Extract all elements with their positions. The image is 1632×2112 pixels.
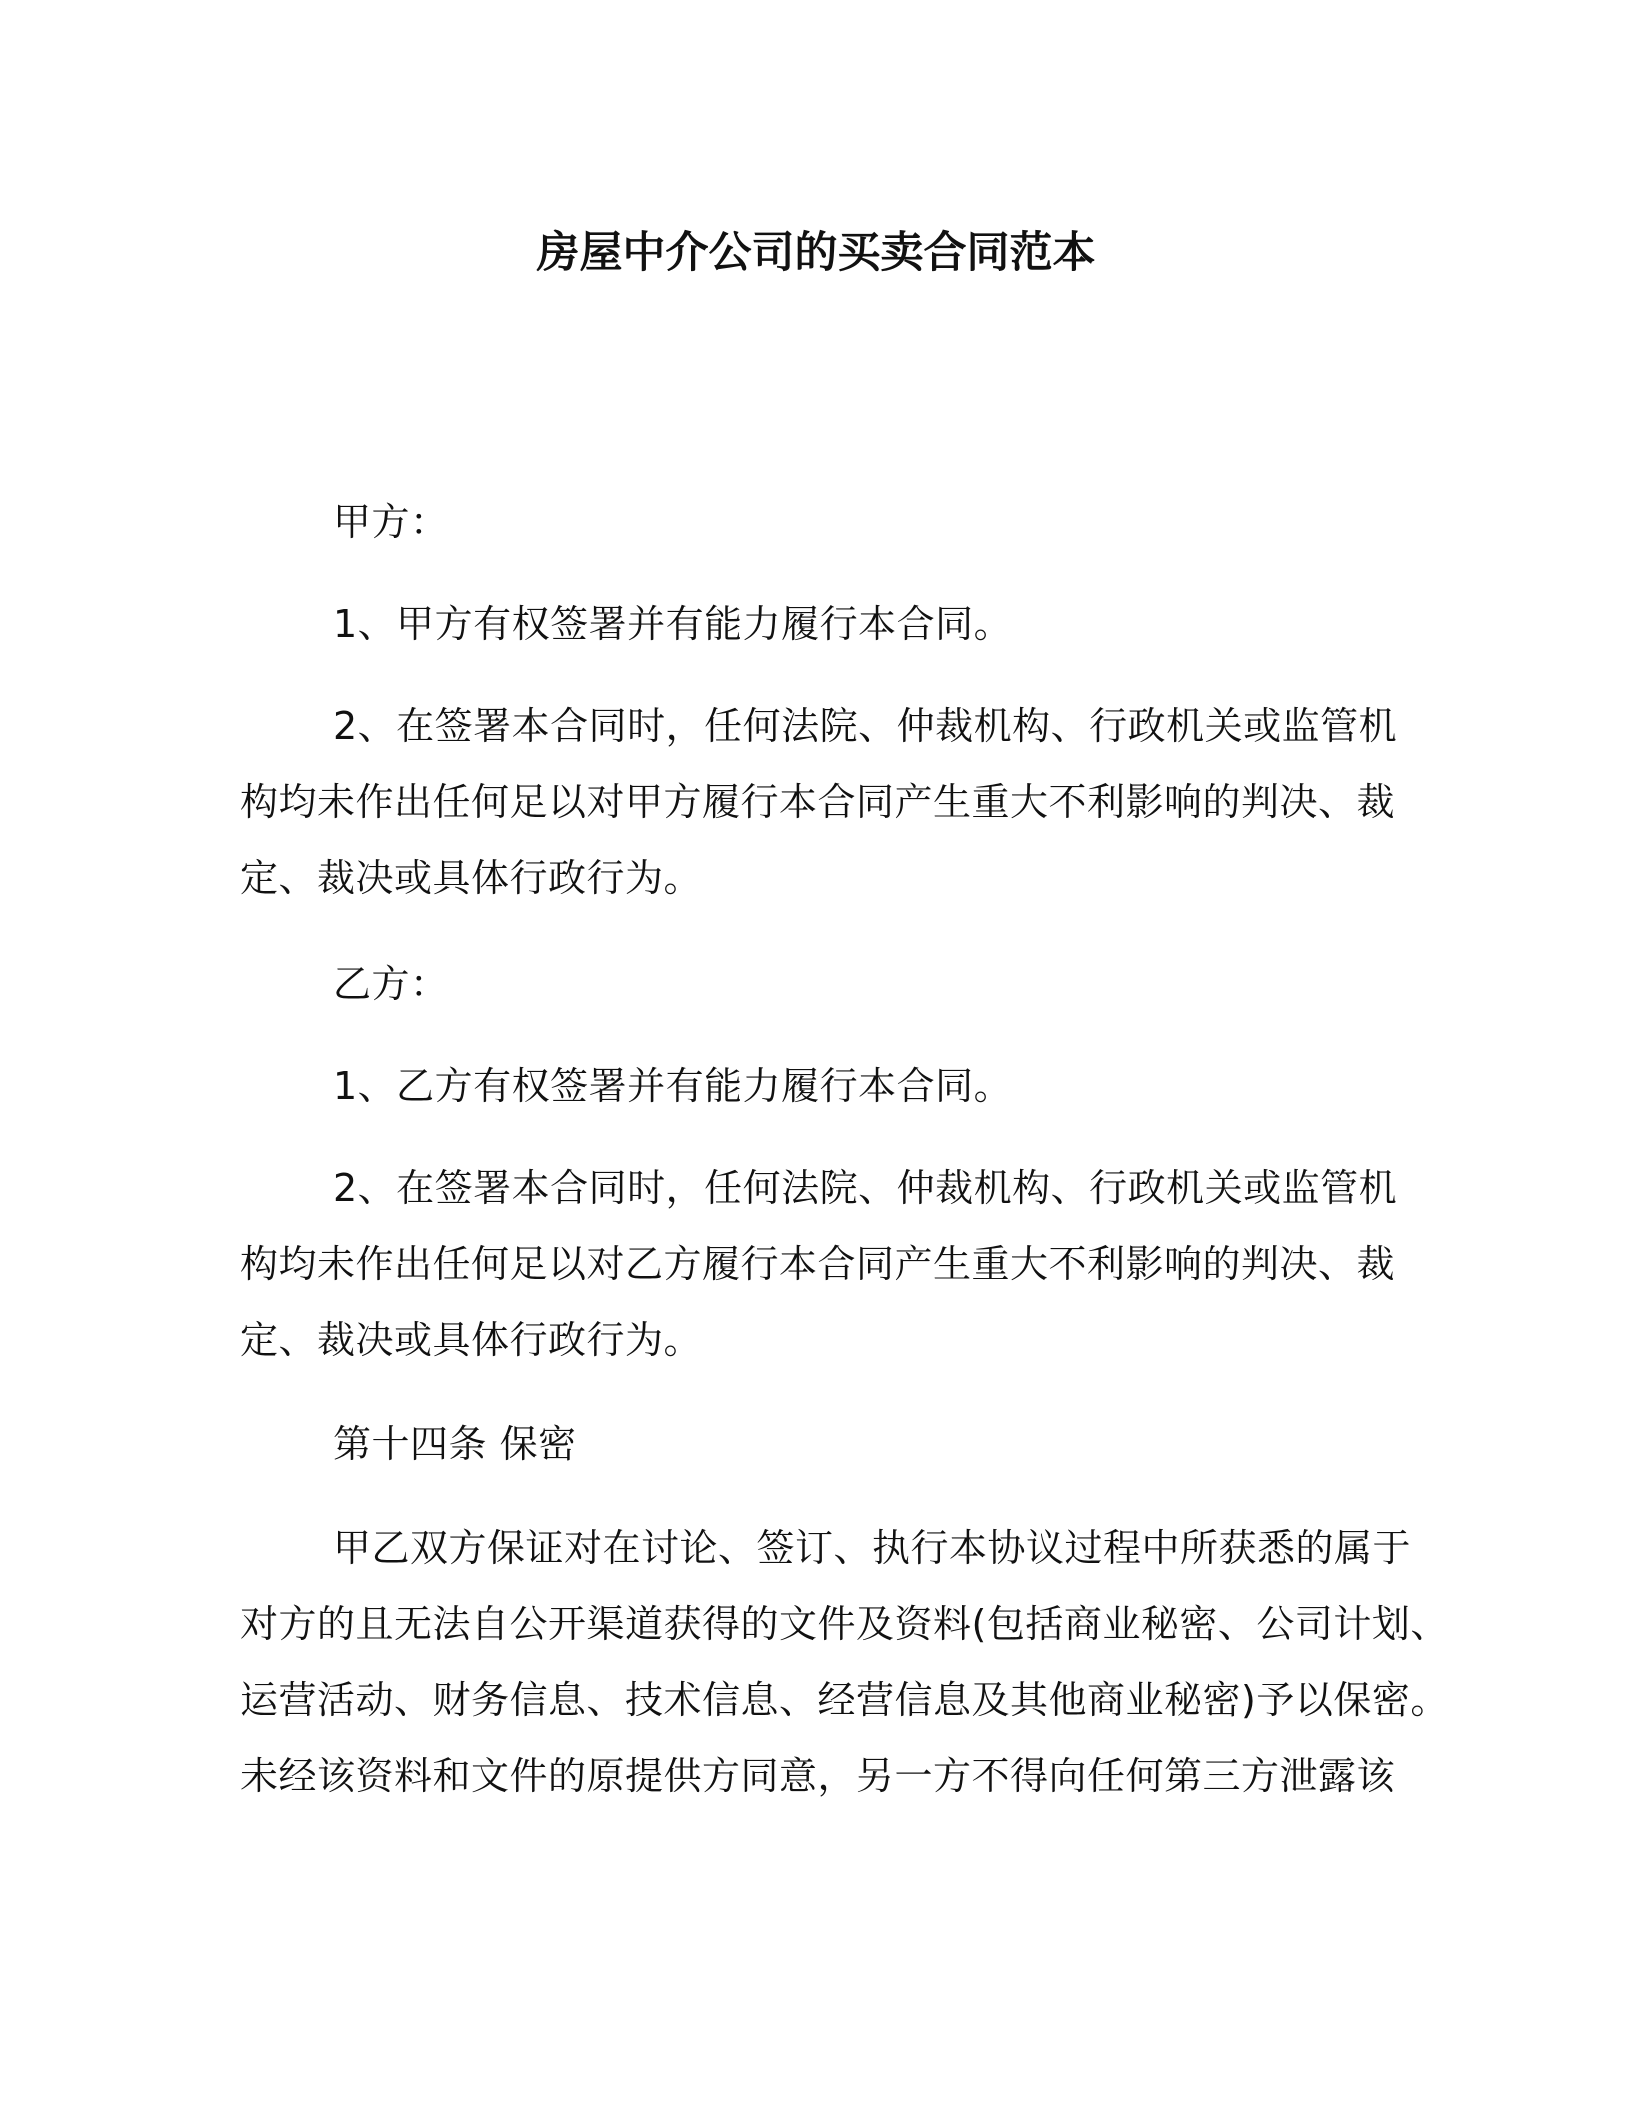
party-b-item-2-line-2: 构均未作出任何足以对乙方履行本合同产生重大不利影响的判决、裁 bbox=[240, 1242, 1396, 1286]
party-b-item-2-line-3: 定、裁决或具体行政行为。 bbox=[240, 1318, 703, 1362]
article-14-line-3: 运营活动、财务信息、技术信息、经营信息及其他商业秘密)予以保密。 bbox=[240, 1678, 1449, 1722]
party-b-item-1: 1、乙方有权签署并有能力履行本合同。 bbox=[333, 1064, 1013, 1108]
party-a-item-2-line-2: 构均未作出任何足以对甲方履行本合同产生重大不利影响的判决、裁 bbox=[240, 780, 1396, 824]
document-title: 房屋中介公司的买卖合同范本 bbox=[536, 228, 1096, 278]
party-a-heading: 甲方： bbox=[333, 500, 449, 544]
article-14-line-2: 对方的且无法自公开渠道获得的文件及资料(包括商业秘密、公司计划、 bbox=[240, 1602, 1449, 1646]
party-b-heading: 乙方： bbox=[333, 962, 449, 1006]
party-b-item-2-line-1: 2、在签署本合同时，任何法院、仲裁机构、行政机关或监管机 bbox=[333, 1166, 1398, 1210]
party-a-item-2-line-3: 定、裁决或具体行政行为。 bbox=[240, 856, 703, 900]
party-a-item-2-line-1: 2、在签署本合同时，任何法院、仲裁机构、行政机关或监管机 bbox=[333, 704, 1398, 748]
article-14-heading: 第十四条 保密 bbox=[333, 1422, 577, 1466]
article-14-line-1: 甲乙双方保证对在讨论、签订、执行本协议过程中所获悉的属于 bbox=[333, 1526, 1412, 1570]
article-14-line-4: 未经该资料和文件的原提供方同意，另一方不得向任何第三方泄露该 bbox=[240, 1754, 1396, 1798]
party-a-item-1: 1、甲方有权签署并有能力履行本合同。 bbox=[333, 602, 1013, 646]
